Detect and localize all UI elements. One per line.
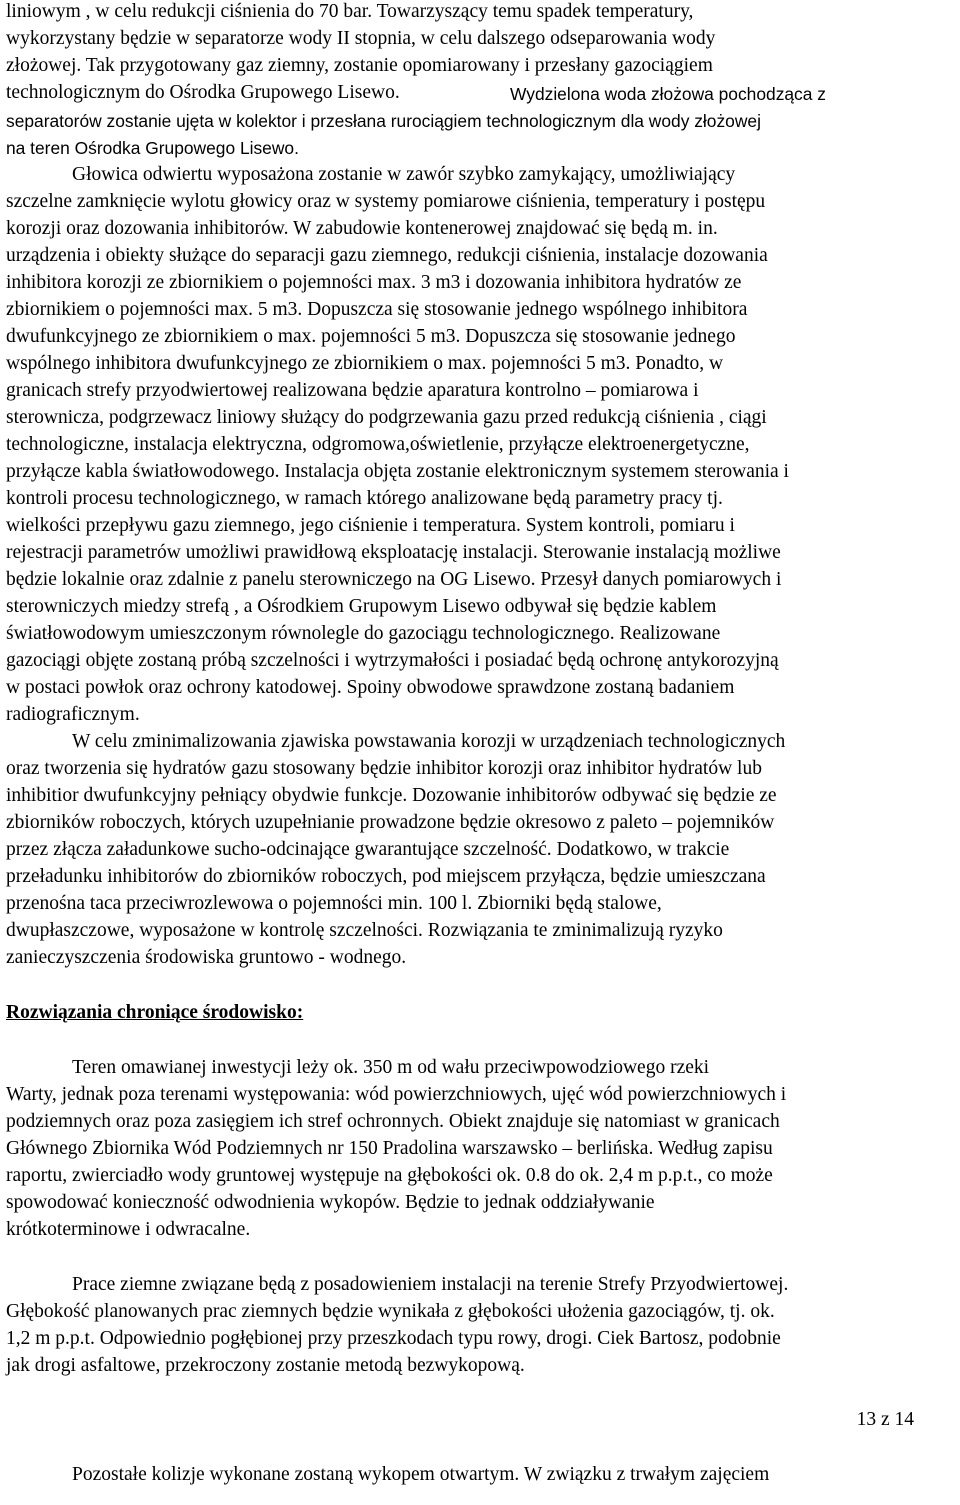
text-line: sterowniczych miedzy strefą , a Ośrodkiem Grupowym Lisewo odbywał się będzie kablem <box>6 596 717 617</box>
text-line: W celu zminimalizowania zjawiska powstawania korozji w urządzeniach technologicznych <box>72 731 786 752</box>
text-line: granicach strefy przyodwiertowej realizowana będzie aparatura kontrolno – pomiarowa i <box>6 380 699 401</box>
page-number: 13 z 14 <box>856 1409 914 1430</box>
text-line: 1,2 m p.p.t. Odpowiednio pogłębionej przy przeszkodach typu rowy, drogi. Ciek Bartosz, podobnie <box>6 1328 781 1349</box>
text-line-sans: separatorów zostanie ujęta w kolektor i przesłana rurociągiem technologicznym dla wody złożowej <box>6 111 761 131</box>
text-line: Głowica odwiertu wyposażona zostanie w zawór szybko zamykający, umożliwiający <box>72 164 736 185</box>
text-line: Pozostałe kolizje wykonane zostaną wykopem otwartym. W związku z trwałym zajęciem <box>72 1464 770 1485</box>
text-line: technologiczne, instalacja elektryczna, odgromowa,oświetlenie, przyłącze elektroenergetyczne, <box>6 434 750 455</box>
text-line: sterownicza, podgrzewacz liniowy służący do podgrzewania gazu przed redukcją ciśnienia , ciągi <box>6 407 767 428</box>
text-line: rejestracji parametrów umożliwi prawidłową eksploatację instalacji. Sterowanie instalacją możliwe <box>6 542 781 563</box>
text-line: Głębokość planowanych prac ziemnych będzie wynikała z głębokości ułożenia gazociągów, tj. ok. <box>6 1301 775 1322</box>
text-line: oraz tworzenia się hydratów gazu stosowany będzie inhibitor korozji oraz inhibitor hydratów lub <box>6 758 762 779</box>
text-line: podziemnych oraz poza zasięgiem ich stref ochronnych. Obiekt znajduje się natomiast w granicach <box>6 1111 780 1132</box>
text-line: Teren omawianej inwestycji leży ok. 350 m od wału przeciwpowodziowego rzeki <box>72 1057 710 1078</box>
text-line: przyłącze kabla światłowodowego. Instalacja objęta zostanie elektronicznym systemem sterowania i <box>6 461 789 482</box>
text-line: w postaci powłok oraz ochrony katodowej. Spoiny obwodowe sprawdzone zostaną badaniem <box>6 677 735 698</box>
text-line: krótkoterminowe i odwracalne. <box>6 1219 251 1240</box>
text-line: Warty, jednak poza terenami występowania: wód powierzchniowych, ujęć wód powierzchniowych i <box>6 1084 787 1105</box>
text-line: radiograficznym. <box>6 704 140 725</box>
text-line: zbiornikiem o pojemności max. 5 m3. Dopuszcza się stosowanie jednego wspólnego inhibitora <box>6 299 748 320</box>
text-line: liniowym , w celu redukcji ciśnienia do 70 bar. Towarzyszący temu spadek temperatury, <box>6 1 694 22</box>
section-heading: Rozwiązania chroniące środowisko: <box>6 1002 304 1023</box>
text-line: spowodować konieczność odwodnienia wykopów. Będzie to jednak oddziaływanie <box>6 1192 655 1213</box>
text-line: Głównego Zbiornika Wód Podziemnych nr 150 Pradolina warszawsko – berlińska. Według zapisu <box>6 1138 773 1159</box>
text-line: dwufunkcyjnego ze zbiornikiem o max. pojemności 5 m3. Dopuszcza się stosowanie jednego <box>6 326 736 347</box>
text-line: złożowej. Tak przygotowany gaz ziemny, zostanie opomiarowany i przesłany gazociągiem <box>6 55 713 76</box>
text-line: zbiorników roboczych, których uzupełnianie prowadzone będzie okresowo z paleto – pojemników <box>6 812 775 833</box>
text-line: korozji oraz dozowania inhibitorów. W zabudowie kontenerowej znajdować się będą m. in. <box>6 218 718 239</box>
text-line: inhibitora korozji ze zbiornikiem o pojemności max. 3 m3 i dozowania inhibitora hydratów ze <box>6 272 742 293</box>
document-page <box>6 0 956 1505</box>
text-line: światłowodowym umieszczonym równolegle do gazociągu technologicznego. Realizowane <box>6 623 721 644</box>
text-line: raportu, zwierciadło wody gruntowej występuje na głębokości ok. 0.8 do ok. 2,4 m p.p.t., co może <box>6 1165 773 1186</box>
text-line: jak drogi asfaltowe, przekroczony zostanie metodą bezwykopową. <box>6 1355 525 1376</box>
text-line: gazociągi objęte zostaną próbą szczelności i wytrzymałości i posiadać będą ochronę antykorozyjną <box>6 650 779 671</box>
text-line-sans: Wydzielona woda złożowa pochodząca z <box>510 84 826 104</box>
text-line: inhibitior dwufunkcyjny pełniący obydwie funkcje. Dozowanie inhibitorów odbywać się będzie ze <box>6 785 777 806</box>
text-line: przeładunku inhibitorów do zbiorników roboczych, pod miejscem przyłącza, będzie umieszczana <box>6 866 766 887</box>
text-line: będzie lokalnie oraz zdalnie z panelu sterowniczego na OG Lisewo. Przesył danych pomiarowych i <box>6 569 782 590</box>
text-line: technologicznym do Ośrodka Grupowego Lisewo. <box>6 82 400 103</box>
text-line: wykorzystany będzie w separatorze wody II stopnia, w celu dalszego odseparowania wody <box>6 28 716 49</box>
text-line: dwupłaszczowe, wyposażone w kontrolę szczelności. Rozwiązania te zminimalizują ryzyko <box>6 920 723 941</box>
text-line: kontroli procesu technologicznego, w ramach którego analizowane będą parametry pracy tj. <box>6 488 723 509</box>
text-line: szczelne zamknięcie wylotu głowicy oraz w systemy pomiarowe ciśnienia, temperatury i postępu <box>6 191 766 212</box>
text-line: Prace ziemne związane będą z posadowieniem instalacji na terenie Strefy Przyodwiertowej. <box>72 1274 789 1295</box>
text-line: wspólnego inhibitora dwufunkcyjnego ze zbiornikiem o max. pojemności 5 m3. Ponadto, w <box>6 353 724 374</box>
text-line: urządzenia i obiekty służące do separacji gazu ziemnego, redukcji ciśnienia, instalacje dozowania <box>6 245 768 266</box>
text-line: przenośna taca przeciwrozlewowa o pojemności min. 100 l. Zbiorniki będą stalowe, <box>6 893 662 914</box>
text-line: zanieczyszczenia środowiska gruntowo - wodnego. <box>6 947 407 968</box>
text-line: wielkości przepływu gazu ziemnego, jego ciśnienie i temperatura. System kontroli, pomiaru i <box>6 515 735 536</box>
text-line-sans: na teren Ośrodka Grupowego Lisewo. <box>6 138 299 158</box>
text-line: przez złącza załadunkowe sucho-odcinające gwarantujące szczelność. Dodatkowo, w trakcie <box>6 839 730 860</box>
